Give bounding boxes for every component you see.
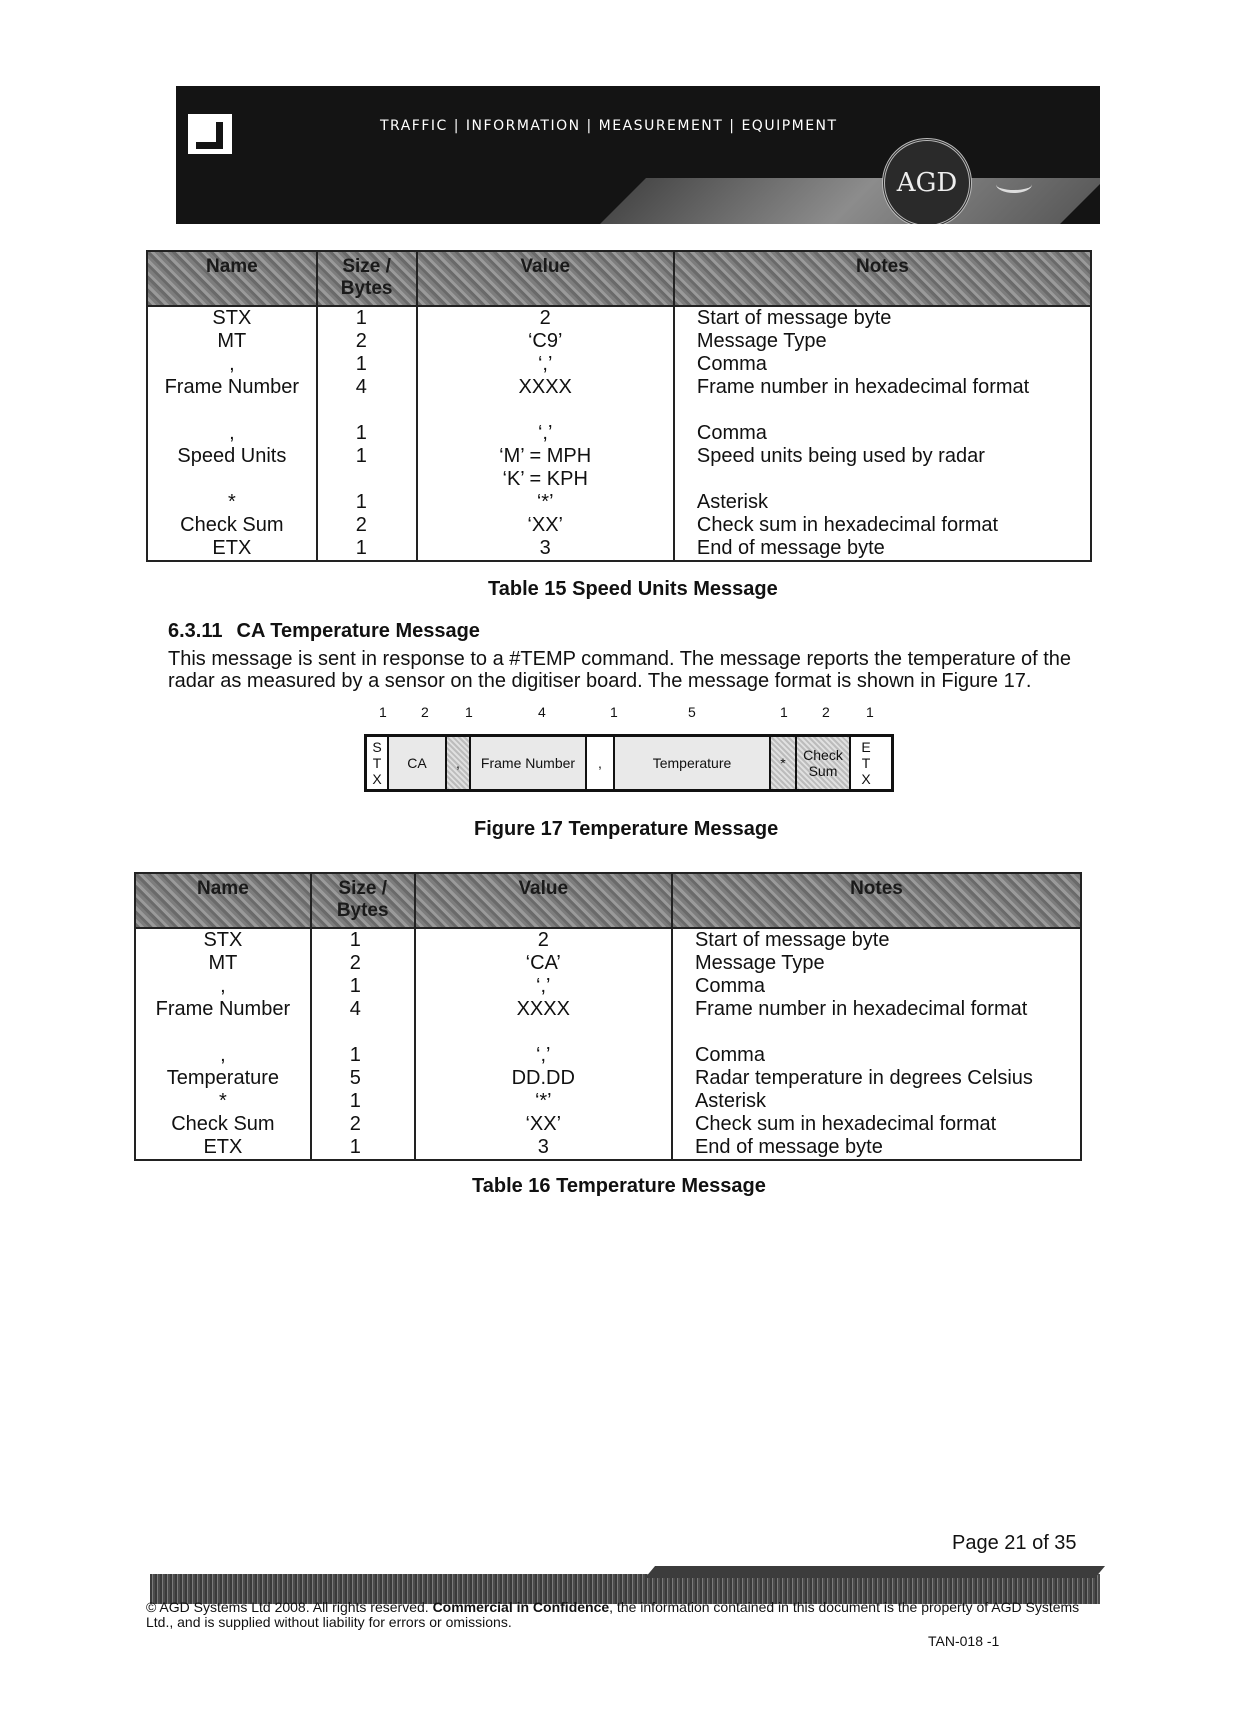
- table-row: [147, 306, 1091, 561]
- table-15-caption: Table 15 Speed Units Message: [488, 578, 778, 600]
- field-ca: CA: [389, 737, 447, 789]
- column-header-name: Name: [147, 251, 317, 306]
- column-header-name: Name: [135, 873, 311, 928]
- byte-count: 1: [610, 704, 618, 720]
- field-letter: T: [372, 755, 382, 771]
- confidential-label: Commercial in Confidence: [432, 1599, 610, 1615]
- name-cell: STX MT , Frame Number , Speed Units * Check Sum ETX: [147, 306, 317, 561]
- agd-seal-logo: AGD: [882, 138, 972, 224]
- column-header-size: Size / Bytes: [311, 873, 415, 928]
- size-cell: 1 2 1 4 1 1 1 2 1: [317, 306, 417, 561]
- section-paragraph: This message is sent in response to a #TEMP command. The message reports the temperature of the radar as measured by a sensor on the digitiser board. The message format is shown in Figure 17.: [168, 648, 1072, 692]
- byte-count: 4: [538, 704, 546, 720]
- byte-count: 2: [421, 704, 429, 720]
- column-header-size: Size / Bytes: [317, 251, 417, 306]
- copyright-text: © AGD Systems Ltd 2008. All rights reserved.: [146, 1599, 429, 1615]
- field-temperature: Temperature: [615, 737, 771, 789]
- field-letter: T: [861, 755, 871, 771]
- byte-count: 1: [780, 704, 788, 720]
- section-heading: [168, 620, 480, 643]
- section-title: CA Temperature Message: [236, 620, 480, 642]
- temperature-message-diagram: [364, 734, 894, 792]
- field-letter: E: [861, 739, 871, 755]
- header-tagline: TRAFFIC | INFORMATION | MEASUREMENT | EQUIPMENT: [380, 118, 838, 134]
- table-speed-units: [146, 250, 1092, 562]
- page-number: Page 21 of 35: [952, 1532, 1077, 1554]
- field-asterisk: *: [771, 737, 797, 789]
- field-letter: X: [372, 771, 382, 787]
- byte-count: 1: [379, 704, 387, 720]
- notes-cell: Start of message byte Message Type Comma Frame number in hexadecimal format Comma Radar temperature in degrees Celsius Asterisk Check sum in hexadecimal format End of message byte: [672, 928, 1081, 1160]
- byte-count: 5: [688, 704, 696, 720]
- field-letter: S: [372, 739, 382, 755]
- field-etx: [851, 737, 881, 789]
- column-header-value: Value: [415, 873, 672, 928]
- table-header-row: [147, 251, 1091, 306]
- arrow-logo-icon: [188, 114, 232, 154]
- header-banner: [176, 86, 1100, 224]
- column-header-value: Value: [417, 251, 674, 306]
- disclaimer-text: , the information contained in this document is the property of AGD Systems Ltd., and is supplied without liability for errors or omissions.: [146, 1599, 1080, 1630]
- name-cell: STX MT , Frame Number , Temperature * Check Sum ETX: [135, 928, 311, 1160]
- footer-copyright: [146, 1600, 1096, 1630]
- field-comma: ,: [587, 737, 615, 789]
- section-number: 6.3.11: [168, 620, 223, 642]
- size-cell: 1 2 1 4 1 5 1 2 1: [311, 928, 415, 1160]
- value-cell: 2 ‘CA’ ‘,’ XXXX ‘,’ DD.DD ‘*’ ‘XX’ 3: [415, 928, 672, 1160]
- swoosh-icon: [996, 176, 1032, 193]
- table-temperature: [134, 872, 1082, 1161]
- byte-count: 1: [465, 704, 473, 720]
- column-header-notes: Notes: [674, 251, 1091, 306]
- byte-count: 2: [822, 704, 830, 720]
- figure-17-caption: Figure 17 Temperature Message: [474, 818, 779, 840]
- field-stx: [367, 737, 389, 789]
- column-header-notes: Notes: [672, 873, 1081, 928]
- notes-cell: Start of message byte Message Type Comma Frame number in hexadecimal format Comma Speed units being used by radar Asterisk Check sum in hexadecimal format End of message byte: [674, 306, 1091, 561]
- table-row: [135, 928, 1081, 1160]
- table-header-row: [135, 873, 1081, 928]
- field-frame-number: Frame Number: [471, 737, 587, 789]
- field-comma: ,: [447, 737, 471, 789]
- field-letter: X: [861, 771, 871, 787]
- field-check-sum: Check Sum: [797, 737, 851, 789]
- document-code: TAN-018 -1: [928, 1633, 1000, 1649]
- table-16-caption: Table 16 Temperature Message: [472, 1175, 766, 1197]
- byte-count: 1: [866, 704, 874, 720]
- value-cell: 2 ‘C9’ ‘,’ XXXX ‘,’ ‘M’ = MPH ‘K’ = KPH ‘*’ ‘XX’ 3: [417, 306, 674, 561]
